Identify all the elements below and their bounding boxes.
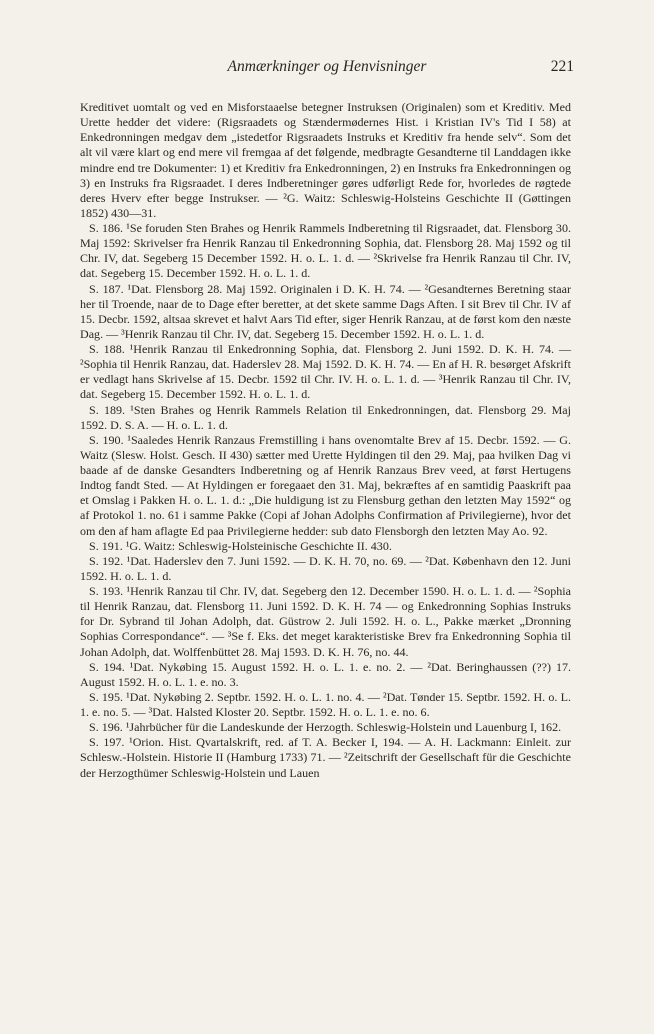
notes-body	[80, 100, 571, 781]
page-number: 221	[550, 58, 574, 75]
note-s197: S. 197. ¹Orion. Hist. Qvartalskrift, red. af T. A. Becker I, 194. — A. H. Lackmann: Einleit. zur Schlesw.-Holstein. Historie II (Hamburg 1733) 71. — ²Zeitschrift der Gesellschaft für die Geschichte der Herzogthümer Schleswig-Holstein und Lauen	[80, 735, 571, 780]
running-title: Anmærkninger og Henvisninger	[227, 58, 427, 75]
note-s190: S. 190. ¹Saaledes Henrik Ranzaus Fremstilling i hans ovenomtalte Brev af 15. Decbr. 1592. — G. Waitz (Slesw. Holst. Gesch. II 430) sætter med Urette Hyldingen til den 29. Maj, paa hvilken Dag vi baade af de danske Gesandters Indberetning og af Henrik Ranzaus Brev veed, at først Hertugens Indtog fandt Sted. — At Hyldingen er foregaaet den 31. Maj, bekræftes af en samtidig Paaskrift paa et Omslag i Pakken H. o. L. 1. d.: „Die huldigung ist zu Flensburg gethan den letzten May 1592“ og af Protokol 1. no. 61 i samme Pakke (Copi af Johan Adolphs Confirmation af Privilegierne), hvor det om den af ham aflagte Ed paa Privilegierne hedder: sub dato Flensborgh den letzten May Ao. 92.	[80, 432, 571, 538]
note-s193: S. 193. ¹Henrik Ranzau til Chr. IV, dat. Segeberg den 12. December 1590. H. o. L. 1. d. — ²Sophia til Henrik Ranzau, dat. Flensborg 11. Juni 1592. D. K. H. 74 — og Enkedronning Sophias Instruks for Dr. Sybrand til Johan Adolph, dat. Güstrow 2. Juli 1592. H. o. L., Pakke mærket „Dronning Sophias Correspondance“. — ³Se f. Eks. det meget karakteristiske Brev fra Enkedronning Sophia til Johan Adolph, dat. Wolffenbüttet 28. Maj 1593. D. K. H. 76, no. 44.	[80, 584, 571, 659]
note-s186: S. 186. ¹Se foruden Sten Brahes og Henrik Rammels Indberetning til Rigsraadet, dat. Flensborg 30. Maj 1592: Skrivelser fra Henrik Ranzau til Enkedronning Sophia, dat. Flensborg 28. Maj 1592 og til Chr. IV, dat. Segeberg 15 December 1592. H. o. L. 1. d. — ²Skrivelse fra Henrik Ranzau til Chr. IV, dat. Segeberg 15. December 1592. H. o. L. 1. d.	[80, 221, 571, 281]
paragraph-continuation: Kreditivet uomtalt og ved en Misforstaaelse betegner Instruksen (Originalen) som et Kreditiv. Med Urette hedder det videre: (Rigsraadets og Stændermødernes Hist. i Kristian IV's Tid I 58) at Enkedronningen medgav dem „istedetfor Rigsraadets Instruks et Kreditiv fra hende selv“. Som det alt vil være klart og end mere vil fremgaa af det følgende, medbragte Gesandterne til Landdagen ikke mindre end tre Dokumenter: 1) et Kreditiv fra Enkedronningen, 2) en Instruks fra Enkedronningen og 3) en Instruks fra Rigsraadet. I deres Indberetninger gøres udførligt Rede for, hvorledes de røgtede deres Hverv efter begge Instrukser. — ²G. Waitz: Schleswig-Holsteins Geschichte II (Gøttingen 1852) 430—31.	[80, 100, 571, 220]
note-s194: S. 194. ¹Dat. Nykøbing 15. August 1592. H. o. L. 1. e. no. 2. — ²Dat. Beringhaussen (??) 17. August 1592. H. o. L. 1. e. no. 3.	[80, 659, 571, 689]
note-s192: S. 192. ¹Dat. Haderslev den 7. Juni 1592. — D. K. H. 70, no. 69. — ²Dat. København den 12. Juni 1592. H. o. L. 1. d.	[80, 553, 571, 583]
page-header	[80, 58, 574, 82]
note-s189: S. 189. ¹Sten Brahes og Henrik Rammels Relation til Enkedronningen, dat. Flensborg 29. Maj 1592. D. S. A. — H. o. L. 1. d.	[80, 402, 571, 432]
note-s195: S. 195. ¹Dat. Nykøbing 2. Septbr. 1592. H. o. L. 1. no. 4. — ²Dat. Tønder 15. Septbr. 1592. H. o. L. 1. e. no. 5. — ³Dat. Halsted Kloster 20. Septbr. 1592. H. o. L. 1. e. no. 6.	[80, 689, 571, 719]
note-s191: S. 191. ¹G. Waitz: Schleswig-Holsteinische Geschichte II. 430.	[89, 538, 392, 553]
note-s188: S. 188. ¹Henrik Ranzau til Enkedronning Sophia, dat. Flensborg 2. Juni 1592. D. K. H. 74. — ²Sophia til Henrik Ranzau, dat. Haderslev 28. Maj 1592. D. K. H. 74. — En af H. R. besørget Afskrift er vedlagt hans Skrivelse af 15. Decbr. 1592 til Chr. IV. H. o. L. 1. d. — ³Henrik Ranzau til Chr. IV, dat. Segeberg 15. December 1592. H. o. L. 1. d.	[80, 342, 571, 402]
note-s187: S. 187. ¹Dat. Flensborg 28. Maj 1592. Originalen i D. K. H. 74. — ²Gesandternes Beretning staar her til Troende, naar de to Dage efter beretter, at det skete samme Dags Aften. I sit Brev til Chr. IV af 15. Decbr. 1592, altsaa skrevet et halvt Aars Tid efter, siger Henrik Ranzau, at de først kom den næste Dag. — ³Henrik Ranzau til Chr. IV, dat. Segeberg 15. December 1592. H. o. L. 1. d.	[80, 281, 571, 341]
note-s196: S. 196. ¹Jahrbücher für die Landeskunde der Herzogth. Schleswig-Holstein und Lauenburg I, 162.	[89, 720, 562, 735]
